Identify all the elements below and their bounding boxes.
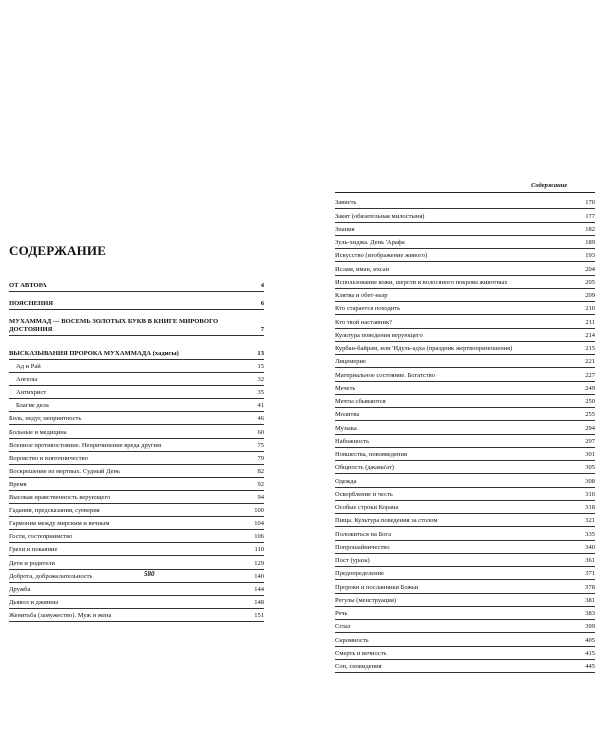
toc-entry-page: 7 (260, 326, 264, 333)
toc-entry-page: 129 (254, 559, 264, 567)
toc-entry-page: 110 (254, 546, 264, 554)
toc-entry (335, 249, 595, 262)
toc-entry (9, 543, 264, 556)
toc-entry-label: ОТ АВТОРА (9, 282, 47, 289)
toc-entry-page: 215 (585, 345, 595, 352)
toc-entry-label: Дети и родители (9, 559, 55, 567)
toc-entry-label: Военное противостояние. Непричинение вреда другим (9, 441, 162, 449)
toc-entry (9, 465, 264, 478)
toc-entry-label: Музыка (335, 424, 357, 432)
toc-entry (335, 289, 595, 302)
toc-entry-page: 250 (585, 398, 595, 405)
toc-entry (335, 382, 595, 395)
toc-entry-label: Молитва (335, 411, 360, 419)
toc-entry-page: 227 (585, 371, 595, 379)
toc-entry-label: Регулы (менструация) (335, 596, 397, 604)
toc-entry (335, 395, 595, 408)
toc-entry-label: Одежда (335, 477, 357, 485)
toc-entry (9, 491, 264, 504)
toc-entry-page: 405 (585, 636, 595, 644)
toc-entry-label: Знания (335, 225, 355, 233)
toc-entry (335, 196, 595, 209)
toc-entry-page: 297 (585, 437, 595, 445)
toc-entry-page: 46 (257, 415, 264, 423)
toc-entry-page: 305 (585, 464, 595, 472)
toc-entry (335, 421, 595, 434)
toc-entry-page: 144 (254, 585, 264, 593)
toc-entry-label: Пророки и посланники Божьи (335, 583, 419, 591)
toc-entry-label: Искусство (изображение живого) (335, 252, 428, 260)
toc-entry-page: 308 (585, 477, 595, 485)
toc-entry-label: Клятва и обет-назр (335, 292, 388, 299)
toc-entry-label: Ислам, иман, ихсан (335, 265, 390, 273)
toc-entry-label: Кто старается походить (335, 305, 401, 313)
toc-entry-page: 15 (257, 363, 264, 371)
toc-entry-page: 140 (254, 572, 264, 580)
toc-entry (335, 554, 595, 567)
toc-entry-page: 378 (585, 583, 595, 591)
toc-entry (335, 501, 595, 514)
toc-entry-page: 204 (585, 265, 595, 273)
toc-entry (335, 368, 595, 381)
toc-entry (335, 594, 595, 607)
toc-entry (9, 360, 264, 373)
toc-entry (335, 435, 595, 448)
toc-entry (9, 386, 264, 399)
toc-entry-label: Использование кожи, шерсти и волосяного покрова животных (335, 278, 508, 286)
toc-entry-label: Дьявол и джинны (9, 598, 59, 606)
toc-entry-page: 321 (585, 517, 595, 525)
toc-entry (9, 478, 264, 491)
toc-entry-page: 6 (260, 300, 264, 307)
toc-entry-label: Закят (обязательная милостыня) (335, 212, 425, 220)
toc-entry-page: 106 (254, 533, 264, 541)
toc-entry-label: Время (9, 480, 27, 488)
toc-entry-page: 209 (585, 292, 595, 299)
toc-entry-page: 104 (254, 520, 264, 528)
toc-entry-label: ВЫСКАЗЫВАНИЯ ПРОРОКА МУХАММАДА (хадисы) (9, 350, 179, 357)
right-toc-list (335, 196, 595, 673)
toc-entry-label: Мечеть (335, 384, 356, 392)
toc-entry-page: 92 (257, 480, 264, 488)
toc-entry (335, 660, 595, 673)
toc-entry-page: 335 (585, 530, 595, 538)
toc-entry-page: 255 (585, 411, 595, 419)
toc-entry (9, 570, 264, 583)
toc-entry-label: Речь (335, 610, 348, 617)
toc-entry (335, 342, 595, 355)
toc-entry-label: Культура поведения верующего (335, 331, 423, 339)
toc-entry-page: 381 (585, 596, 595, 604)
toc-entry-page: 148 (254, 598, 264, 606)
toc-entry-label: Мечты сбываются (335, 398, 386, 405)
toc-entry-label: Ангелы (16, 376, 38, 384)
toc-entry (9, 517, 264, 530)
toc-entry (9, 530, 264, 543)
toc-entry-page: 82 (257, 467, 264, 475)
toc-entry-label: Сон, сновидения (335, 663, 382, 670)
toc-entry (9, 452, 264, 465)
toc-entry (9, 425, 264, 438)
toc-entry-page: 310 (585, 490, 595, 498)
toc-entry (9, 504, 264, 517)
toc-entry-label: Лицемерие (335, 358, 366, 366)
toc-entry-label: ПОЯСНЕНИЯ (9, 300, 53, 307)
toc-entry-page: 340 (585, 543, 595, 551)
toc-entry-label: Кто твой наставник? (335, 318, 393, 326)
toc-entry (335, 633, 595, 646)
toc-entry-label: Курбан-байрам, или 'Идуль-адха (праздник жертвоприношения) (335, 345, 513, 352)
toc-entry-label: Зависть (335, 199, 357, 207)
toc-entry (335, 647, 595, 660)
toc-entry (9, 412, 264, 425)
toc-entry-label: Гармония между мирским и вечным (9, 520, 110, 528)
toc-entry-label: Сглаз (335, 623, 351, 631)
toc-entry-page: 318 (585, 504, 595, 511)
toc-entry-label: Больные и медицина (9, 428, 67, 436)
toc-entry (335, 408, 595, 421)
toc-entry-label: Доброта, доброжелательность (9, 572, 93, 580)
toc-entry-label: Положиться на Бога (335, 530, 391, 538)
toc-entry-label: Благие дела (16, 402, 49, 410)
toc-entry-page: 94 (257, 494, 264, 502)
toc-entry-label: Особые строки Корана (335, 504, 399, 511)
toc-entry (9, 282, 264, 292)
header-rule (335, 192, 595, 193)
toc-entry (9, 310, 264, 336)
toc-entry (335, 461, 595, 474)
toc-entry (335, 580, 595, 593)
toc-entry (9, 439, 264, 452)
toc-entry (335, 567, 595, 580)
toc-entry-page: 32 (257, 376, 264, 384)
toc-entry-page: 193 (585, 252, 595, 260)
toc-entry-label: Гости, гостеприимство (9, 533, 73, 541)
toc-entry-label: Воскрешение из мертвых. Судный День (9, 467, 121, 475)
toc-entry-page: 294 (585, 424, 595, 432)
toc-entry (9, 373, 264, 386)
toc-entry-page: 182 (585, 225, 595, 233)
toc-entry-page: 60 (257, 428, 264, 436)
toc-entry-label: Смерть и вечность (335, 649, 387, 657)
toc-entry-page: 415 (585, 649, 595, 657)
toc-entry (335, 488, 595, 501)
toc-entry-page: 361 (585, 557, 595, 564)
toc-entry (335, 607, 595, 620)
toc-entry (335, 315, 595, 328)
toc-entry-label: Женитьба (замужество). Муж и жена (9, 611, 112, 619)
toc-entry-page: 211 (585, 318, 595, 326)
toc-entry-page: 205 (585, 278, 595, 286)
toc-entry-page: 249 (585, 384, 595, 392)
running-header: Содержание (531, 182, 568, 189)
toc-entry (335, 620, 595, 633)
toc-entry-label: Пост (ураза) (335, 557, 370, 564)
toc-entry-label: Общность (джама'ат) (335, 464, 394, 472)
toc-entry-label: Зуль-хиджа. День 'Арафа (335, 239, 405, 246)
toc-entry (335, 276, 595, 289)
toc-entry-label: Ад и Рай (16, 363, 41, 371)
toc-entry (335, 236, 595, 249)
toc-entry (335, 262, 595, 275)
toc-entry-label: Высокая нравственность верующего (9, 494, 111, 502)
toc-entry (335, 209, 595, 222)
toc-entry (9, 556, 264, 569)
toc-entry (335, 223, 595, 236)
toc-entry-page: 41 (257, 402, 264, 410)
toc-entry (9, 596, 264, 609)
toc-entry (335, 302, 595, 315)
toc-entry-page: 4 (260, 282, 264, 289)
toc-entry (335, 448, 595, 461)
toc-entry (335, 527, 595, 540)
toc-entry-page: 445 (585, 663, 595, 670)
toc-entry (9, 609, 264, 622)
toc-entry-page: 371 (585, 570, 595, 578)
toc-entry (335, 355, 595, 368)
page-number: 580 (144, 570, 155, 578)
toc-entry-label: Материальное состояние. Богатство (335, 371, 435, 379)
toc-entry-label: Новшества, нововведения (335, 451, 407, 458)
toc-entry-page: 35 (257, 389, 264, 397)
toc-entry (9, 583, 264, 596)
toc-entry-label: Гадания, предсказания, суеверия (9, 507, 100, 515)
toc-entry-page: 100 (254, 507, 264, 515)
toc-entry (9, 292, 264, 310)
left-toc-list (9, 282, 264, 622)
toc-entry (335, 541, 595, 554)
toc-entry-label: МУХАММАД — ВОСЕМЬ ЗОЛОТЫХ БУКВ В КНИГЕ МИРОВОГО ДОСТОЯНИЯ (9, 318, 219, 333)
toc-entry-label: Антихрист (16, 389, 47, 397)
toc-entry (335, 474, 595, 487)
toc-entry-label: Предопределение (335, 570, 384, 578)
toc-entry-page: 79 (257, 454, 264, 462)
toc-entry-label: Боль, недуг, неприятность (9, 415, 82, 423)
toc-entry-label: Набожность (335, 437, 370, 445)
toc-entry-label: Пища. Культура поведения за столом (335, 517, 438, 525)
toc-entry-label: Грехи и покаяние (9, 546, 58, 554)
toc-entry-page: 170 (585, 199, 595, 207)
toc-entry-page: 75 (257, 441, 264, 449)
toc-entry-page: 383 (585, 610, 595, 617)
toc-entry-page: 177 (585, 212, 595, 220)
toc-entry (335, 329, 595, 342)
toc-entry-page: 13 (257, 350, 264, 357)
toc-entry-label: Оскорбление и честь (335, 490, 393, 498)
toc-entry-label: Скромность (335, 636, 369, 644)
toc-entry-label: Попрошайничество (335, 543, 390, 551)
toc-entry-page: 221 (585, 358, 595, 366)
toc-entry-page: 301 (585, 451, 595, 458)
toc-entry-page: 214 (585, 331, 595, 339)
toc-entry-page: 210 (585, 305, 595, 313)
toc-entry-page: 189 (585, 239, 595, 246)
toc-entry (9, 399, 264, 412)
toc-entry (9, 336, 264, 360)
toc-entry-page: 399 (585, 623, 595, 631)
toc-entry-label: Воровство и взяточничество (9, 454, 88, 462)
page-title: СОДЕРЖАНИЕ (9, 243, 107, 258)
toc-entry-label: Дружба (9, 585, 31, 593)
toc-entry (335, 514, 595, 527)
toc-entry-page: 151 (254, 611, 264, 619)
